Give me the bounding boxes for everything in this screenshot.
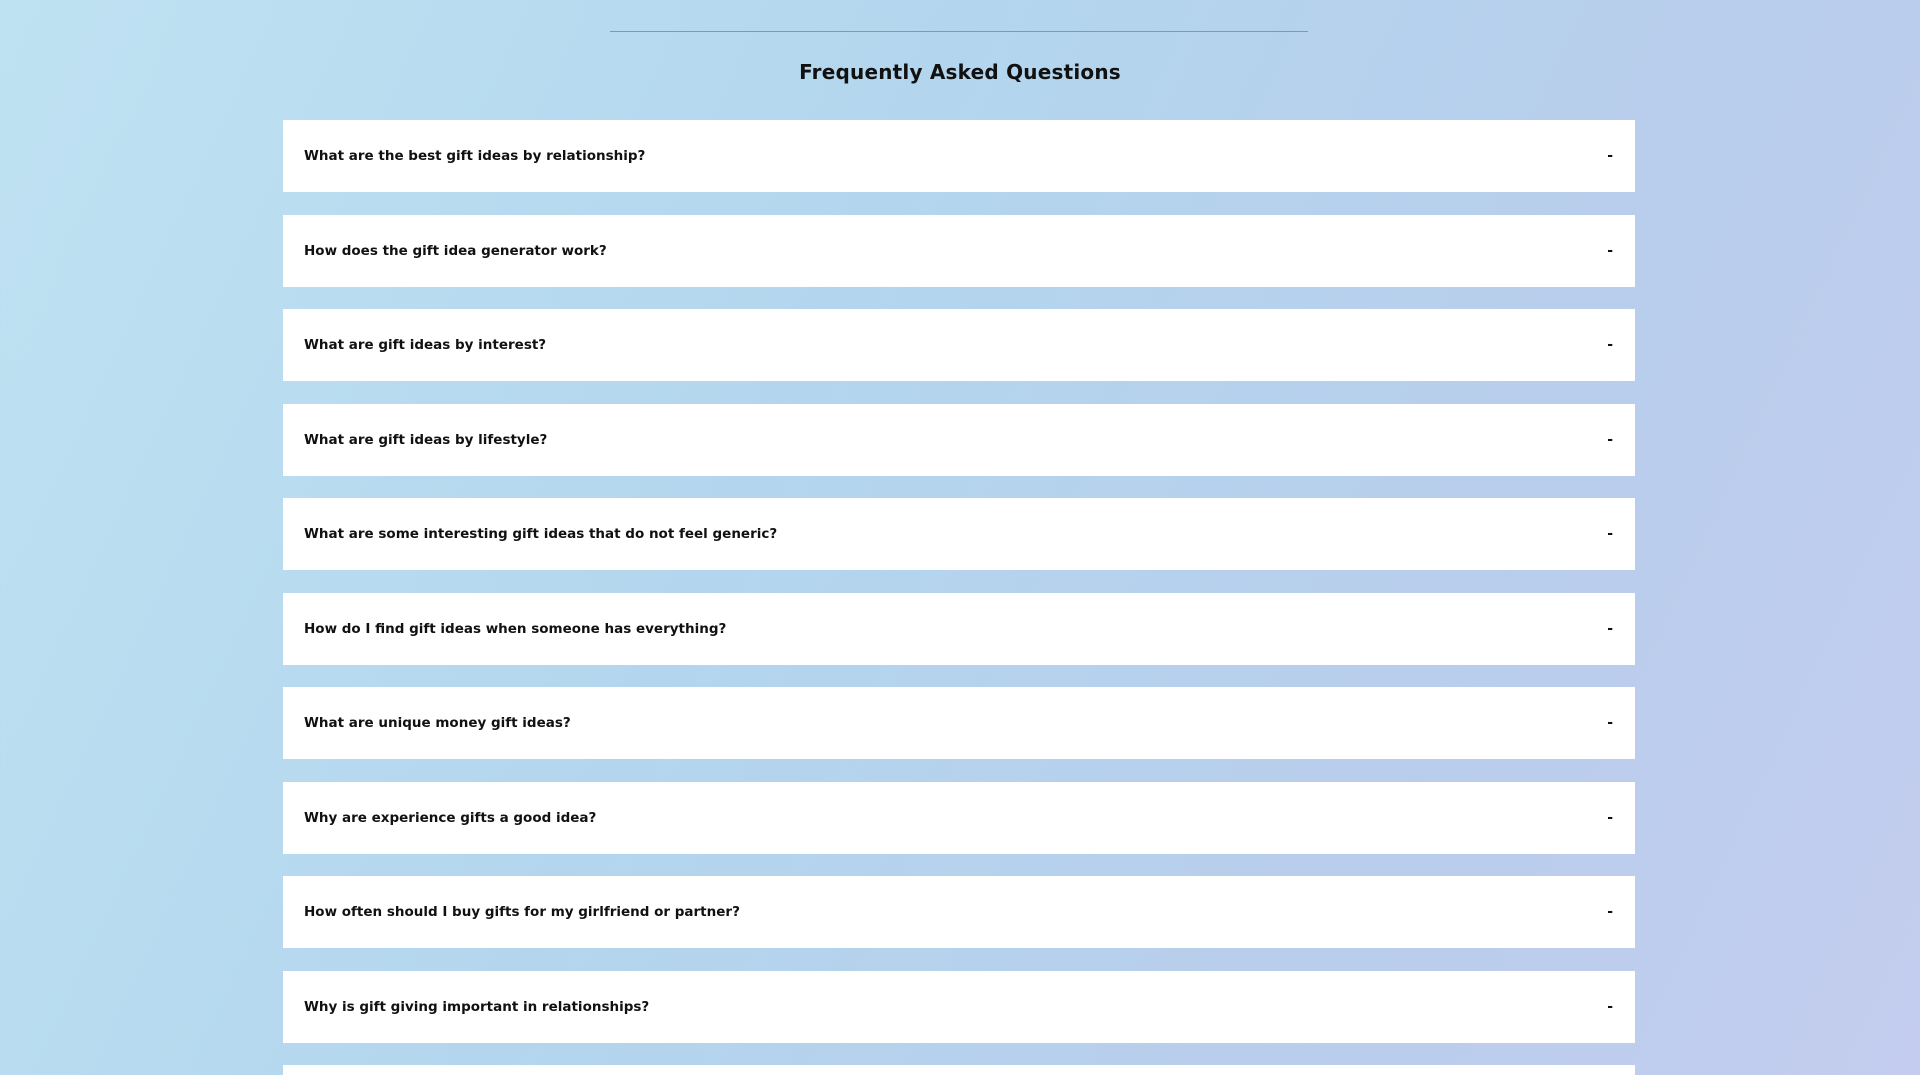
collapse-icon[interactable]: - xyxy=(1607,337,1613,353)
faq-title: Frequently Asked Questions xyxy=(799,60,1121,84)
faq-question: What are the best gift ideas by relationship? xyxy=(304,148,646,164)
collapse-icon[interactable]: - xyxy=(1607,809,1613,826)
faq-item[interactable] xyxy=(283,876,1635,948)
faq-question: What are some interesting gift ideas that do not feel generic? xyxy=(304,526,778,542)
faq-question: What are unique money gift ideas? xyxy=(304,715,571,731)
faq-question: Why are experience gifts a good idea? xyxy=(304,809,597,826)
faq-item[interactable] xyxy=(283,971,1635,1043)
faq-question: How do I find gift ideas when someone has everything? xyxy=(304,620,727,637)
collapse-icon[interactable]: - xyxy=(1607,998,1613,1015)
faq-item[interactable] xyxy=(283,593,1635,665)
faq-question: What are gift ideas by lifestyle? xyxy=(304,431,548,448)
faq-item[interactable] xyxy=(283,309,1635,381)
faq-item[interactable] xyxy=(283,215,1635,287)
faq-question: What are gift ideas by interest? xyxy=(304,337,547,353)
faq-item[interactable] xyxy=(283,782,1635,854)
faq-item[interactable] xyxy=(283,498,1635,570)
section-divider xyxy=(610,31,1308,32)
collapse-icon[interactable]: - xyxy=(1607,431,1613,448)
collapse-icon[interactable]: - xyxy=(1607,148,1613,164)
collapse-icon[interactable]: - xyxy=(1607,904,1613,920)
faq-item[interactable] xyxy=(283,687,1635,759)
faq-question: Why is gift giving important in relationships? xyxy=(304,998,650,1015)
collapse-icon[interactable]: - xyxy=(1607,242,1613,259)
faq-item[interactable] xyxy=(283,404,1635,476)
faq-item[interactable] xyxy=(283,1065,1635,1075)
faq-question: How does the gift idea generator work? xyxy=(304,242,607,259)
faq-question: How often should I buy gifts for my girlfriend or partner? xyxy=(304,904,740,920)
collapse-icon[interactable]: - xyxy=(1607,715,1613,731)
collapse-icon[interactable]: - xyxy=(1607,526,1613,542)
faq-item[interactable] xyxy=(283,120,1635,192)
collapse-icon[interactable]: - xyxy=(1607,620,1613,637)
faq-list xyxy=(283,120,1635,1075)
